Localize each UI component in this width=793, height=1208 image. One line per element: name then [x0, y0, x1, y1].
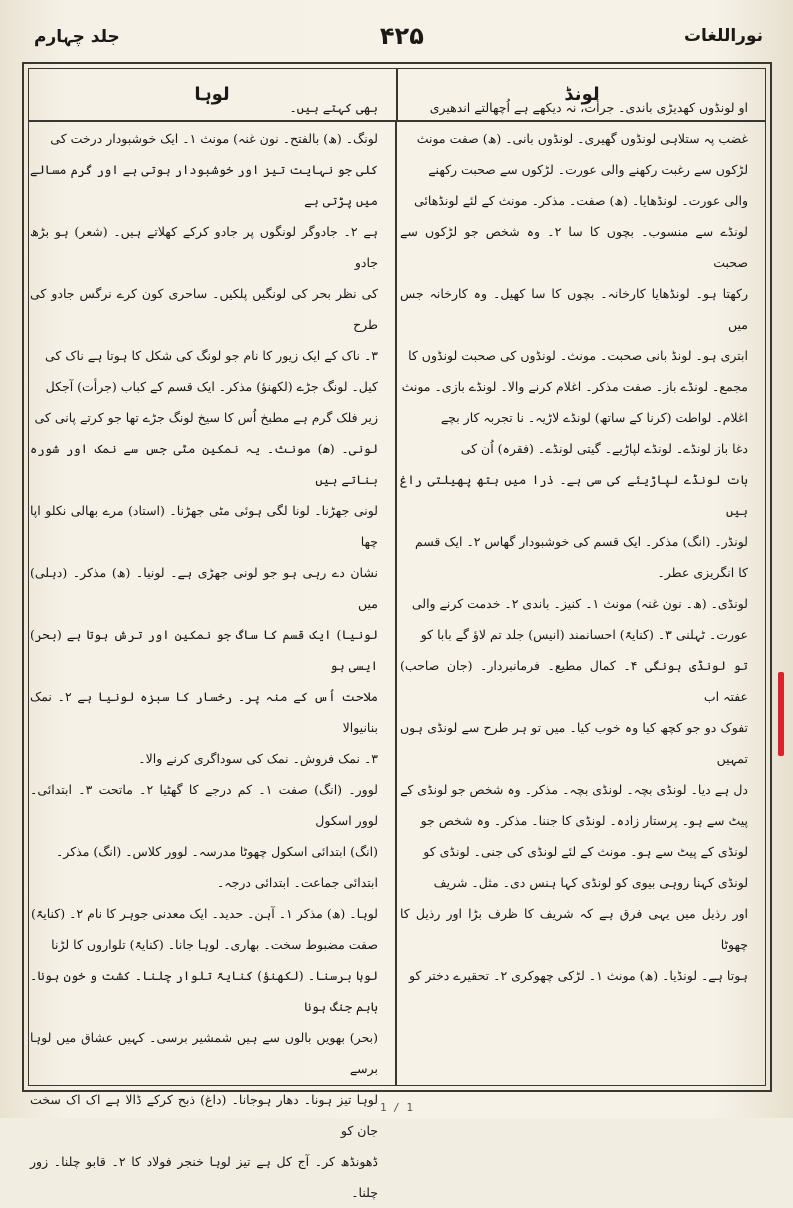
left-column-text [30, 92, 378, 1200]
entry-line: اغلام۔ لواطت (کرنا کے ساتھ) لونڈے لاڑیہ۔ نا تجربہ کار بچے [440, 410, 748, 425]
entry-line: زیر فلک گرم ہے مطبخ اُس کا سیخ لونگ جڑے تھا جو کرتے پانی کی [34, 410, 378, 425]
entry-line: کا انگریزی عطر۔ [657, 565, 748, 580]
entry-line: لوہا تیز ہونا۔ دھار ہوجانا۔ (داغ) ذبح کرکے ڈالا ہے اک اک سخت جان کو [30, 1092, 378, 1138]
entry-line: اور رذیل میں یہی فرق ہے کہ شریف کا ظرف بڑا اور رذیل کا چھوٹا [400, 906, 748, 952]
entry-line: (انگ) ابتدائی اسکول چھوٹا مدرسہ۔ لوور کلاس۔ (انگ) مذکر۔ [55, 844, 378, 859]
entry-line: کلی جو نہایت تیز اور خوشبودار ہوتی ہے اور گرم مسالے میں پڑتی ہے [30, 162, 378, 208]
page-number: ۴۲۵ [379, 22, 424, 50]
entry-line: لونڈر۔ (انگ) مذکر۔ ایک قسم کی خوشبودار گھاس ۲۔ ایک قسم [414, 534, 748, 549]
entry-line: صفت مضبوط سخت۔ بھاری۔ لوہا جانا۔ (کنایۃً) تلواروں کا لڑنا [51, 937, 378, 952]
column-divider [395, 120, 397, 1086]
entry-line: ہے ۲۔ جادوگر لونگوں پر جادو کرکے کھلاتے ہیں۔ (شعر) ہو بڑھ جادو [30, 224, 378, 270]
entry-line: (بحر) بھویں بالوں سے ہیں شمشیر برسی۔ کہیں عشاق میں لوہا برسے [30, 1030, 378, 1076]
entry-line: لوور۔ (انگ) صفت ۱۔ کم درجے کا گھٹیا ۲۔ ماتحت ۳۔ ابتدائی۔ لوور اسکول [30, 782, 378, 828]
entry-line: لونڈی۔ (ھ۔ نون غنہ) مونث ۱۔ کنیز۔ باندی ۲۔ خدمت کرنے والی [411, 596, 748, 611]
scroll-position-marker [778, 672, 784, 756]
entry-line: بات لونڈے لپاڑیئے کی سی ہے۔ ذرا میں ہتھ پھیلتی راغ ہیں [400, 472, 748, 518]
entry-line: ہوتا ہے۔ لونڈیا۔ (ھ) مونث ۱۔ لڑکی چھوکری ۲۔ تحقیرے دختر کو [408, 968, 748, 983]
entry-line: بھی کہتے ہیں۔ [289, 100, 378, 115]
entry-line: لونیا) ایک قسم کا ساگ جو نمکین اور ترش ہوتا ہے (بحر) ایسی ہو [30, 627, 378, 673]
entry-line: لوہا۔ (ھ) مذکر ۱۔ آہن۔ حدید۔ ایک معدنی جوہر کا نام ۲۔ (کنایۃً) [31, 906, 378, 921]
entry-line: دل ہے دیا۔ لونڈی بچہ۔ لونڈی بچہ۔ مذکر۔ وہ شخص جو لونڈی کے [400, 782, 748, 797]
entry-line: لونڈی کے پیٹ سے ہو۔ مونث کے لئے لونڈی کی جنی۔ لونڈی کو [423, 844, 748, 859]
entry-line: تفوک دو جو کچھ کیا وہ خوب کیا۔ میں تو ہر طرح سے لونڈی ہوں تمہیں [400, 720, 748, 766]
entry-line: غضب پہ ستلاہی لونڈوں گھیری۔ لونڈوں بانی۔ (ھ) صفت مونث [416, 131, 748, 146]
entry-line: نشان دے رہی ہو جو لونی جھڑی ہے۔ لونیا۔ (ھ) مذکر۔ (دہلی) میں [30, 565, 378, 611]
entry-line: لونگ۔ (ھ) بالفتح۔ نون غنہ) مونث ۱۔ ایک خوشبودار درخت کی [50, 131, 378, 146]
dictionary-title: نوراللغات [683, 26, 763, 46]
pager: 1 / 1 [379, 1101, 414, 1114]
entry-line: ابتری ہو۔ لونڈ بانی صحبت۔ مونث۔ لونڈوں کی صحبت لونڈوں کا [408, 348, 748, 363]
entry-line: ملاحت اُس کے منہ پر۔ رخسار کا سبزہ لونیا ہے ۲۔ نمک بنانیوالا [30, 689, 378, 735]
entry-line: ابتدائی جماعت۔ ابتدائی درجہ۔ [216, 875, 378, 890]
entry-line: مجمع۔ لونڈے باز۔ صفت مذکر۔ اغلام کرنے والا۔ لونڈے بازی۔ مونث [401, 379, 748, 394]
entry-line: دغا باز لونڈے۔ لونڈے لپاڑیے۔ گیتی لونڈے۔ (فقرہ) اُن کی [460, 441, 748, 456]
left-column-heading: لوہا [28, 68, 398, 120]
volume-label: جلد چہارم [34, 26, 120, 47]
right-column-heading: لونڈ [564, 83, 600, 105]
entry-line: او لونڈوں کھدیڑی باندی۔ جرأت، نہ دیکھے ہے اُچھالتے اندھیری [429, 100, 748, 115]
entry-line: لونڈی کہنا روہی بیوی کو لونڈی کہا ہنس دی۔ مثل۔ شریف [433, 875, 748, 890]
entry-line: ۳۔ نمک فروش۔ نمک کی سوداگری کرنے والا۔ [138, 751, 378, 766]
entry-line: والی عورت۔ لونڈھایا۔ (ھ) صفت۔ مذکر۔ مونث کے لئے لونڈھائی [414, 193, 748, 208]
entry-line: لونڈے سے منسوب۔ بچوں کا سا ۲۔ وہ شخص جو لڑکوں سے صحبت [400, 224, 748, 270]
entry-line: لوہا برسنا۔ (لکھنؤ) کنایۃً تلوار چلنا۔ کشت و خون ہونا۔ باہم جنگ ہونا [30, 968, 378, 1014]
entry-line: ۳۔ ناک کے ایک زیور کا نام جو لونگ کی شکل کا ہوتا ہے ناک کی [45, 348, 378, 363]
entry-line: پیٹ سے ہو۔ پرستار زادہ۔ لونڈی کا جننا۔ مذکر۔ وہ شخص جو [420, 813, 748, 828]
entry-line: کیل۔ لونگ جڑے (لکھنؤ) مذکر۔ ایک قسم کے کباب (جرأت) آجکل [45, 379, 378, 394]
entry-line: رکھتا ہو۔ لونڈھایا کارخانہ۔ بچوں کا سا کھیل۔ وہ کارخانہ جس میں [400, 286, 748, 332]
right-column-text [400, 92, 748, 1106]
entry-line: کی نظر بحر کی لونگیں پلکیں۔ ساحری کون کرے نرگس جادو کی طرح [30, 286, 378, 332]
entry-line: ڈھونڈھ کر۔ آج کل ہے تیز لوہا خنجر فولاد کا ۲۔ قابو چلنا۔ زور چلنا۔ [30, 1154, 378, 1200]
entry-line: لڑکوں سے رغبت رکھنے والی عورت۔ لڑکوں سے صحبت رکھنے [428, 162, 748, 177]
entry-line: لونی جھڑنا۔ لونا لگی ہوئی مٹی جھڑنا۔ (استاد) مرے بھالی نکلو اپا چھا [30, 503, 378, 549]
entry-line: لونی۔ (ھ) مونث۔ یہ نمکین مٹی جس سے نمک اور شورہ بناتے ہیں [30, 441, 378, 487]
entry-line: تو لونڈی ہونگی ۴۔ کمال مطیع۔ فرمانبردار۔ (جان صاحب) عفتہ اب [400, 658, 749, 704]
running-head [34, 18, 763, 54]
entry-line: عورت۔ ٹہلنی ۳۔ (کنایۃً) احسانمند (انیس) جلد تم لاؤ گے بابا کو [420, 627, 748, 642]
